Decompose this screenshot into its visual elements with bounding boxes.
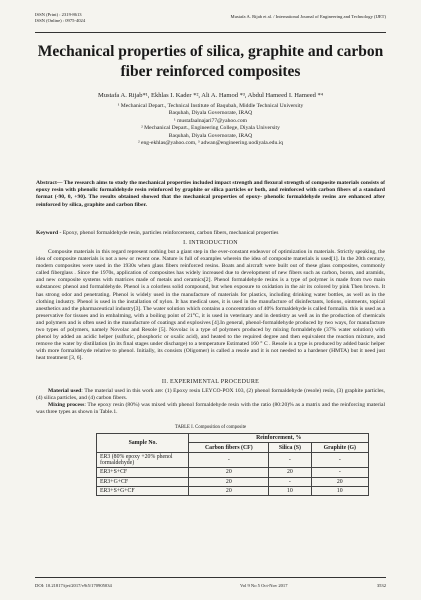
volume-text: Vol 9 No 5 Oct-Nov 2017 [240, 583, 288, 588]
author-list: Mustafa A. Rijab*¹, Ekhlas I. Kader *², Ali A. Hamod *³, Abdul Hameed I. Hameed *⁴ [97, 92, 324, 99]
table-header-sample: Sample No. [97, 434, 189, 453]
table-cell-sample: ER3+S+G+CF [97, 486, 189, 495]
mixing-text: : The epoxy resin (80%) was mixed with phenol formaldehyde resin with the ratio (80:20)% as a matrix and the reinforcing material was three types as shown in Table.1. [36, 402, 386, 416]
table-cell-graphite: - [311, 452, 368, 467]
table-cell-cf: - [189, 452, 269, 467]
table-row [97, 486, 369, 495]
material-label: Material used [48, 388, 82, 394]
affiliation-line: ¹ mustafaalnajari77@yahoo.com [174, 117, 247, 124]
table-cell-graphite: - [311, 468, 368, 477]
table-cell-graphite: 10 [311, 486, 368, 495]
section-heading-experimental: II. EXPERIMENTAL PROCEDURE [161, 379, 260, 385]
table-row [97, 452, 369, 467]
table-cell-cf: 20 [189, 468, 269, 477]
affiliations [20, 103, 401, 147]
table-row [97, 477, 369, 486]
table-header-row [97, 434, 369, 443]
mixing-label: Mixing process [48, 402, 85, 409]
affiliation-line: ² Mechanical Depart., Engineering College, Diyala University [141, 125, 280, 132]
page-number: 3532 [376, 583, 386, 588]
table-header-graphite: Graphite (G) [311, 443, 368, 452]
table-cell-cf: 20 [189, 477, 269, 486]
affiliation-line: Baquhah, Diyala Governorate, IRAQ [168, 110, 253, 117]
table-header-reinforcement: Reinforcement, % [189, 434, 369, 443]
intro-paragraph: Composite materials in this regard represent nothing but a giant step in the ever-constant endeavor of optimization in materials. Strictly speaking, the idea of composite materials is not a new or recent one. Nature is full of examples wherein the idea of composite materials is used[1]. In the 20th century, modern composites were used in the 1930s when glass fibers reinforced resins. Boats and aircraft were built out of these glass composites, commonly called fiberglass . Since the 1970s, application of composites has widely increased due to development of new fibers such as carbon, boron, and aramids, and new composite systems with matrices made of metals and ceramics[2]. Phenol formaldehyde resins is a type of polymer is made from two main substances: phenol and formaldehyde. Phenol is a colorless solid compound, but when exposure to oxidation in the air its colored by pink Then brown. It has strong odor and penetrating. Phenol is widely used in the manufacture of materials for plastics, including drinking water bottles, as well as in the clothing industry. Phenol is used in the installation of nylon. It has medical uses, it is used in the manufacture of disinfectants, lotions, ointments, topical anesthetics and the pharmaceutical industry[3]. The water solution which contains a concentration of 40% formaldehyde is called formalin. this is used as a preservative for tissues and in embalming, with a boiling point of 21°C, it is used in veterinary and in dentistry as well as in the production of chemicals and polymers and is often used in the manufacture of coatings and explosives [4].In general, phenol-formaldehyde produced by two ways, for manufacture two types of polymers, namely Novolac and Resole [5]. Novolac is a type of polymers produced by mixing formaldehyde (37% water solution) with phenol by added an acidic helper (sulfuric, phosphoric or oxalic acid), and heated to the required degree and then equivalent the reaction mixture, and remove the water by distillation (in its final stages under discharge) to a temperature Estimated 160 ° C . Resole is a type is produced by added basic helper with more formaldehyde relative to phenol. Initially, its consists (Oligomer) is called a resole and it is not needed to a hardener (HMTA) but it need just heat treatment [3, 6]. [36, 249, 385, 362]
table-cell-silica: - [269, 452, 311, 467]
table-cell-silica: - [269, 477, 311, 486]
material-text: : The material used in this work are: (1) Epoxy resin LEYCO-POX 103, (2) phenol formaldehyde (resole) resin, (3) graphite particles, (4) silica particles, and (4) carbon fibers. [36, 388, 386, 402]
table-cell-graphite: 20 [311, 477, 368, 486]
table-row [97, 468, 369, 477]
table-header-carbon-fibers: Carbon fibers (CF) [189, 443, 269, 452]
issn-online: ISSN (Online) : 0975-4024 [35, 18, 86, 23]
experimental-body [36, 388, 385, 416]
table-header-silica: Silica (S) [269, 443, 311, 452]
section-heading-introduction: I. INTRODUCTION [183, 240, 238, 246]
introduction-body [36, 249, 385, 363]
table-cell-sample: ER3+G+CF [97, 477, 189, 486]
issn-print: ISSN (Print) : 2319-8613 [35, 12, 82, 17]
table-cell-sample: ER3+S+CF [97, 468, 189, 477]
doi-text: DOI: 10.21817/ijet/2017/v9i5/170905034 [35, 583, 112, 588]
affiliation-line: ² eng-ekhlas@yahoo.com, ³ adwan@engineering.uodiyala.edu.iq [137, 140, 284, 147]
table-cell-sample: ER3 (80% epoxy +20% phenol formaldehyde) [97, 452, 189, 467]
keywords-text: - Epoxy, phenol formaldehyde resin, particles reinforcement, carbon fibers, mechanical properties [58, 230, 279, 236]
keywords-label: Keyword [36, 230, 59, 236]
table-cell-silica: 10 [269, 486, 311, 495]
table-cell-silica: 20 [269, 468, 311, 477]
paper-title: Mechanical properties of silica, graphite and carbon fiber reinforced composites [37, 43, 384, 80]
issn-block [35, 12, 85, 24]
footer-rule [35, 577, 386, 578]
affiliation-line: ¹ Mechanical Depart., Technical Institute of Baqubah, Middle Technical University [117, 103, 304, 109]
mixing-paragraph [36, 402, 385, 416]
abstract: Abstract— The research aims to study the mechanical properties included impact strength and flexural strength of composite materials consists of epoxy resin with phenolic formaldehyde resin reinforced by graphite or silica particles or both, and reinforced with carbon fibers of a standard format (-90, 0, +90). The results obtained showed that the mechanical properties of epoxy- phenolic formaldehyde resins are enhanced after reinforced by silica, graphite and carbon fiber. [36, 180, 385, 208]
running-header [35, 12, 386, 34]
header-rule [35, 32, 386, 33]
table-caption: TABLE I. Composition of composite [174, 425, 247, 430]
composition-table [96, 433, 369, 496]
running-head-text: Mustafa A. Rijab et al. / International Journal of Engineering and Technology (IJET) [230, 14, 386, 19]
keywords [36, 230, 385, 237]
affiliation-line: Baquhah, Diyala Governorate, IRAQ [168, 132, 253, 139]
table-cell-cf: 20 [189, 486, 269, 495]
material-paragraph [36, 388, 385, 402]
